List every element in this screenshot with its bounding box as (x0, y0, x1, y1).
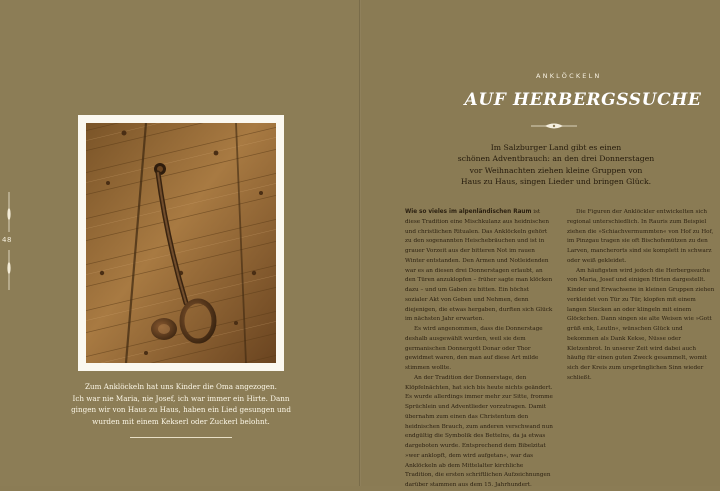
door-knocker-icon (86, 123, 276, 363)
run-in-heading: Wie so vieles im alpenländischen Raum (405, 209, 532, 215)
caption-divider (130, 437, 232, 438)
headline-ornament-icon (531, 121, 577, 131)
body-column-2 (567, 208, 715, 384)
lead-line: vor Weihnachten ziehen kleine Gruppen von (469, 165, 643, 175)
lead-line: schönen Adventbrauch: an den drei Donnerstagen (457, 154, 655, 164)
right-page (361, 0, 720, 486)
lead-paragraph (421, 142, 691, 187)
ornament-top-icon (7, 192, 11, 232)
lead-line: Im Salzburger Land gibt es einen (490, 143, 622, 152)
caption-line: gingen wir von Haus zu Haus, haben ein Lied gesungen und (71, 405, 291, 414)
body-paragraph: Es wird angenommen, dass die Donnerstage deshalb ausgewählt wurden, weil sie dem germanischen Donnergott Donar oder Thor gewidmet waren, den man auf diese Art milde stimmen wollte. (405, 326, 543, 371)
body-paragraph (405, 208, 553, 325)
photo-caption (64, 381, 298, 427)
body-paragraph: An der Tradition der Donnerstage, den Klöpfelnächten, hat sich bis heute nichts geändert. Es wurde allerdings immer mehr zur Sitte, fromme Sprüchlein und Adventlieder vorzutragen. Damit übernahm zum einen das Christentum den heidnischen Brauch, zum anderen verschwand nun endgültig die Symbolik des Bettelns, da ja etwas dargeboten wurde. Entsprechend dem Bibelzitat »wer anklopft, dem wird aufgetan«, war das Anklöckeln ab dem Mittelalter kirchliche Tradition, die ersten schriftlichen Aufzeichnungen darüber stammen aus dem 15. Jahrhundert. (405, 374, 553, 488)
body-text: ist diese Tradition eine Mischkulanz aus heidnischen und christlichen Ritualen. Das Anklöckeln gehört zu den sogenannten Heischebräuchen und ist in grauer Vorzeit aus der bitteren Not im rauen Winter entstanden. Den Armen und Notleidenden war es an diesen drei Donnerstagen erlaubt, an den Türen anzuklopfen – früher sagte man klöcken dazu – und um Gaben zu bitten. Ein höchst sozialer Akt von Geben und Nehmen, denn diejenigen, die etwas hergaben, durften sich Glück im nächsten Jahr erwarten. (405, 209, 553, 323)
page-number: 48 (2, 236, 12, 244)
lead-line: Haus zu Haus, singen Lieder und bringen Glück. (460, 176, 652, 186)
caption-line: Zum Anklöckeln hat uns Kinder die Oma angezogen. (85, 382, 277, 391)
body-column-1 (405, 208, 553, 491)
ornament-bottom-icon (7, 250, 11, 290)
body-paragraph: Am häufigsten wird jedoch die Herbergssuche von Maria, Josef und einigen Hirten dargestellt. Kinder und Erwachsene in kleinen Gruppen ziehen verkleidet von Tür zu Tür, klopfen mit einem langen Stecken an oder klingeln mit einem Glöckchen. Dann singen sie alte Weisen wie »Gott grüß enk, Leutln«, wünschen Glück und bekommen als Dank Kekse, Nüsse oder Kletzenbrot. In unserer Zeit wird dabei auch häufig für einen guten Zweck gesammelt, womit sich der Kreis zum ursprünglichen Sinn wieder schließt. (567, 267, 715, 381)
caption-line: wurden mit einem Kekserl oder Zuckerl belohnt. (92, 416, 270, 426)
caption-line: Ich war nie Maria, nie Josef, ich war immer ein Hirte. Dann (72, 393, 290, 403)
article-headline: AUF HERBERGSSUCHE (464, 90, 702, 110)
photo-frame (78, 115, 284, 371)
section-kicker: ANKLÖCKELN (536, 72, 602, 80)
body-paragraph: Die Figuren der Anklöckler entwickelten sich regional unterschiedlich. In Rauris zum Beispiel ziehen die »Schiachvermummten« von Hof zu Hof, im Pinzgau tragen sie oft Bischofsmützen zu den Larven, mancherorts sind sie komplett in schwarz oder weiß gekleidet. (567, 209, 714, 264)
door-knocker-photo (86, 123, 276, 363)
left-page (0, 0, 359, 486)
